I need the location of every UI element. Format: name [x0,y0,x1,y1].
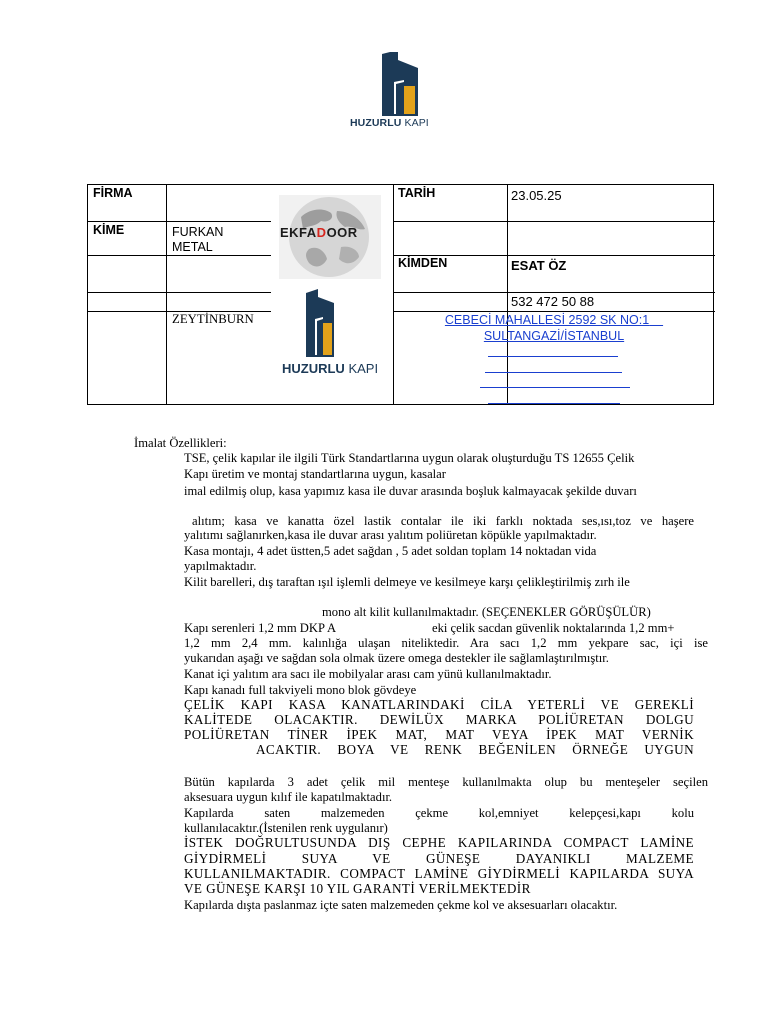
spec-caps-line: KULLANILMAKTADIR. COMPACT LAMİNE GİYDİRMELİ KAPILARDA SUYA [184,866,694,881]
spec-line: yukarıdan aşağı ve sağdan sola olmak üzere omega destekler ile sağlamlaştırılmıştır. [184,651,609,665]
info-table [87,184,714,405]
firma-label: FİRMA [93,186,133,200]
ekfadoor-logo-text: EKFADOOR [280,225,358,240]
spec-caps-line: GİYDİRMELİ SUYA VE GÜNEŞE DAYANIKLI MALZEME [184,851,694,866]
spec-line: Kapı serenleri 1,2 mm DKP A [184,621,337,635]
top-logo-text: HUZURLU KAPI [350,117,429,129]
spec-line: Kilit barelleri, dış taraftan ışıl işlemli delmeye ve kesilmeye karşı çelikleştirilmiş zırh ile [184,575,630,589]
spec-caps-line: VE GÜNEŞE KARŞI 10 YIL GARANTİ VERİLMEKTEDİR [184,881,531,896]
kime-value-line2: METAL [172,240,213,254]
spec-caps-line: KALİTEDE OLACAKTIR. DEWİLÜX MARKA POLİÜRETAN DOLGU [184,712,694,727]
spec-line: mono alt kilit kullanılmaktadır. (SEÇENEKLER GÖRÜŞÜLÜR) [322,605,651,619]
spec-caps-line: ACAKTIR. BOYA VE RENK BEĞENİLEN ÖRNEĞE UYGUN [256,742,694,757]
spec-line: eki çelik sacdan güvenlik noktalarında 1,2 mm+ [432,621,675,635]
blank-link-underline [485,372,622,373]
tarih-value: 23.05.25 [511,188,562,203]
blank-link-underline [480,387,630,388]
spec-line: Kanat içi yalıtım ara sacı ile mobilyalar arası cam yünü kullanılmaktadır. [184,667,552,681]
huzurlu-kapi-logo-small-text: HUZURLU KAPI [282,361,379,376]
spec-line: kullanılacaktır.(İstenilen renk uygulanır) [184,821,388,835]
district-value: ZEYTİNBURN [172,312,254,326]
spec-line: Kapı kanadı full takviyeli mono blok gövdeye [184,683,417,697]
huzurlu-kapi-logo-small [284,289,358,364]
kimden-label: KİMDEN [398,256,448,270]
address-line2[interactable]: SULTANGAZİ/İSTANBUL [483,329,625,343]
section-heading: İmalat Özellikleri: [134,436,227,450]
address-line1[interactable]: CEBECİ MAHALLESİ 2592 SK NO:1 [444,313,650,327]
spec-line: yalıtımı sağlanırken,kasa ile duvar arası yalıtım poliüretan köpükle yapılmaktadır. [184,528,597,542]
spec-line: Kapı üretim ve montaj standartlarına uygun, kasalar [184,467,446,481]
phone-value: 532 472 50 88 [511,294,595,309]
spec-line: Kapılarda saten malzemeden çekme kol,emniyet kelepçesi,kapı kolu [184,806,694,820]
spec-caps-line: İSTEK DOĞRULTUSUNDA DIŞ CEPHE KAPILARINDA COMPACT LAMİNE [184,835,694,850]
kimden-value: ESAT ÖZ [511,258,567,273]
blank-link-underline [488,356,618,357]
spec-caps-line: POLİÜRETAN TİNER İPEK MAT, MAT VEYA İPEK MAT VERNİK [184,727,694,742]
spec-line: Bütün kapılarda 3 adet çelik mil menteşe kullanılmakta olup bu menteşeler seçilen [184,775,708,789]
blank-link-underline [488,403,620,404]
tarih-label: TARİH [398,186,436,200]
spec-line: Kapılarda dışta paslanmaz içte saten malzemeden çekme kol ve aksesuarları olacaktır. [184,898,618,912]
spec-line: Kasa montajı, 4 adet üstten,5 adet sağdan , 5 adet soldan toplam 14 noktadan vida [184,544,597,558]
spec-caps-line: ÇELİK KAPI KASA KANATLARINDAKİ CİLA YETERLİ VE GEREKLİ [184,697,694,712]
spec-line: yapılmaktadır. [184,559,257,573]
spec-line: TSE, çelik kapılar ile ilgili Türk Standartlarına uygun olarak oluşturduğu TS 12655 Çelik [184,451,635,465]
kime-value-line1: FURKAN [172,225,224,239]
spec-line: 1,2 mm 2,4 mm. kalınlığa ulaşan niteliktedir. Ara sacı 1,2 mm yekpare sac, içi ise [184,636,708,650]
kime-label: KİME [93,223,125,237]
spec-line: aksesuara uygun kılıf ile kapatılmaktadır. [184,790,393,804]
spec-line: imal edilmiş olup, kasa yapımız kasa ile duvar arasında boşluk kalmayacak şekilde duvarı [184,484,637,498]
spec-line: alıtım; kasa ve kanatta özel lastik contalar ile iki farklı noktada ses,ısı,toz ve haşere [192,514,694,528]
